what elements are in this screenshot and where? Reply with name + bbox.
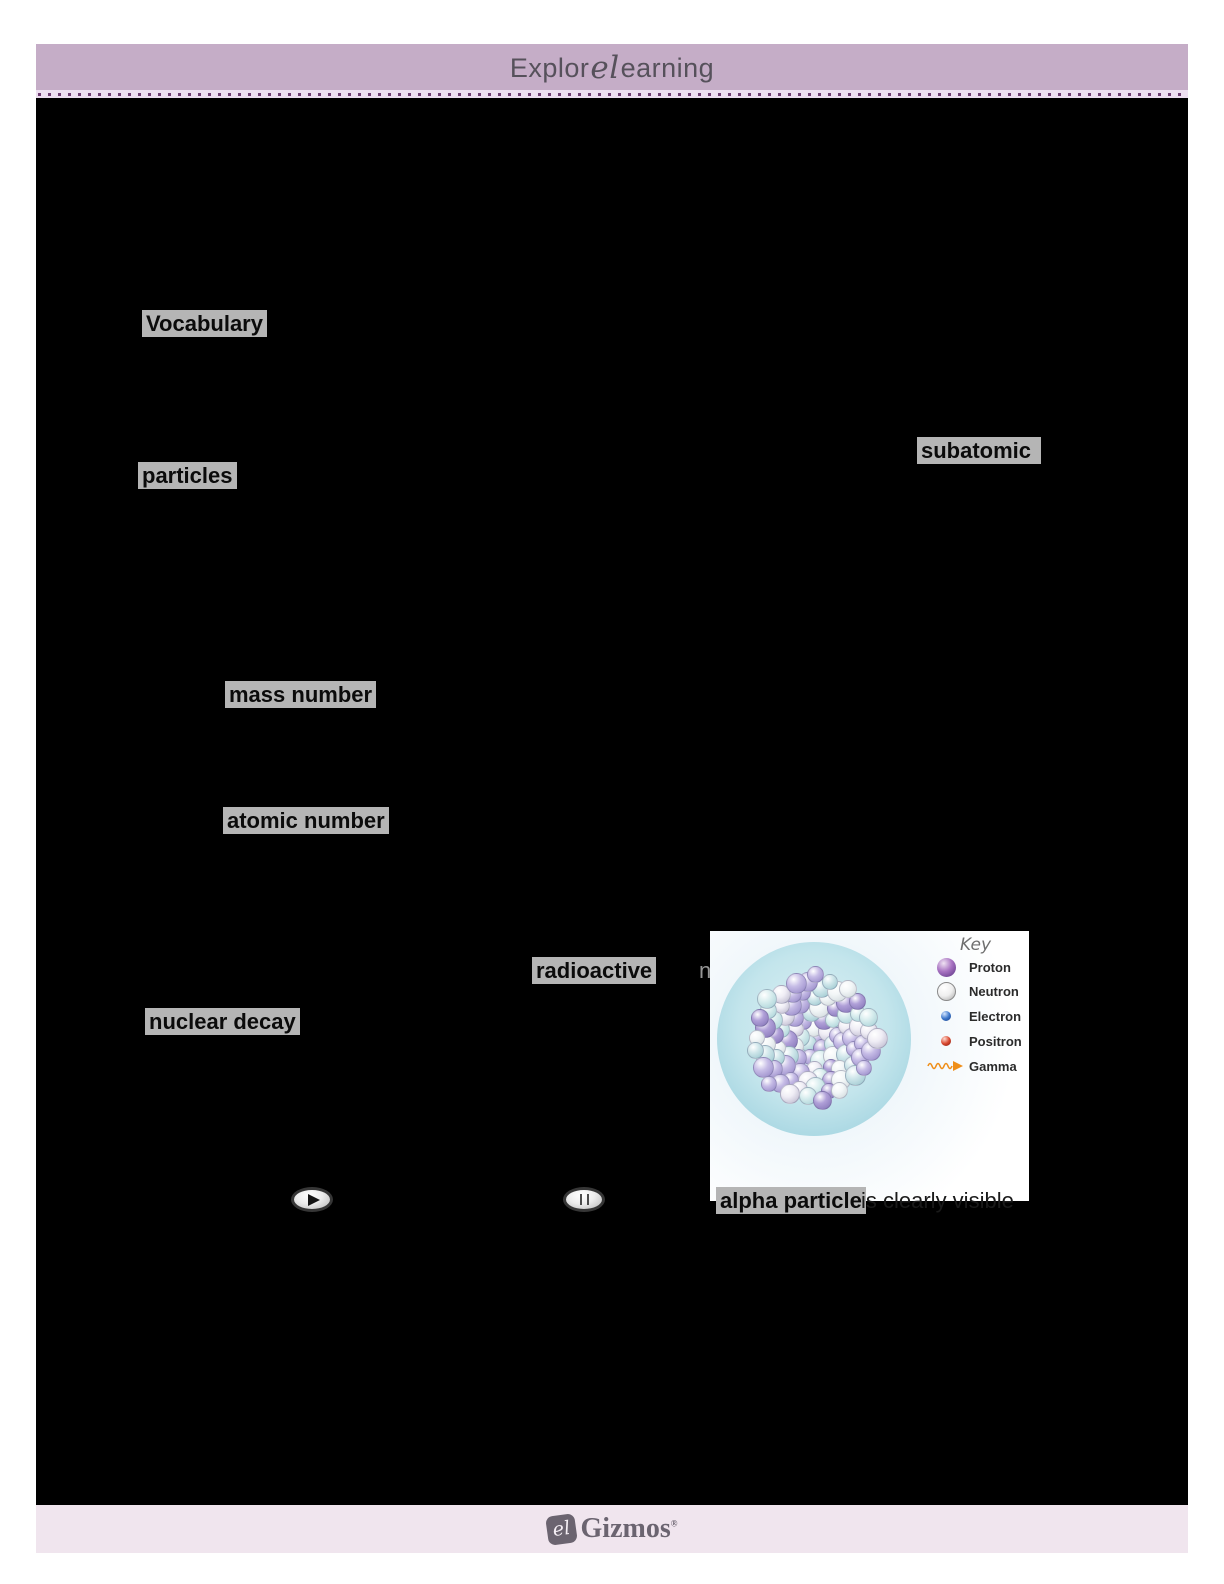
neutron-icon [937, 982, 956, 1001]
footer-banner [36, 1505, 1188, 1553]
gizmos-logo: Gizmos® [580, 1513, 678, 1544]
positron-icon [941, 1036, 951, 1046]
electron-icon [941, 1011, 951, 1021]
key-row-proton: Proton [926, 957, 1011, 977]
dotted-divider [36, 90, 1188, 98]
term-atomic-number: atomic number [223, 807, 389, 834]
term-mass-number: mass number [225, 681, 376, 708]
key-row-positron: Positron [926, 1031, 1022, 1051]
key-row-gamma: Gamma [926, 1056, 1017, 1076]
term-radioactive: radioactive [532, 957, 656, 984]
explorelearning-logo [510, 49, 714, 85]
registered-mark: ® [670, 1518, 678, 1529]
figure-key [710, 931, 1029, 1201]
term-nuclear-decay: nuclear decay [145, 1008, 300, 1035]
gamma-wave-icon [927, 1060, 965, 1072]
logo-text-pre: Explor [509, 53, 590, 83]
pause-button-icon [563, 1187, 605, 1212]
term-subatomic: subatomic [917, 437, 1041, 464]
term-particles: particles [138, 462, 237, 489]
gizmos-el-badge: el [545, 1513, 578, 1546]
term-alpha-particle: alpha particle [716, 1187, 866, 1214]
logo-text-post: earning [620, 53, 715, 83]
key-row-electron: Electron [926, 1006, 1021, 1026]
header-banner [36, 44, 1188, 90]
text-fragment-n: n [699, 958, 712, 983]
pause-bars-icon [580, 1194, 589, 1205]
key-title: Key [960, 935, 992, 955]
term-vocabulary: Vocabulary [142, 310, 267, 337]
play-button-icon [291, 1187, 333, 1212]
key-row-neutron: Neutron [926, 981, 1019, 1001]
atom-figure [710, 931, 1029, 1201]
caption-fragment: is clearly visible [861, 1188, 1014, 1213]
proton-icon [937, 958, 956, 977]
logo-el-script: el [590, 50, 620, 86]
play-triangle-icon [308, 1194, 320, 1206]
